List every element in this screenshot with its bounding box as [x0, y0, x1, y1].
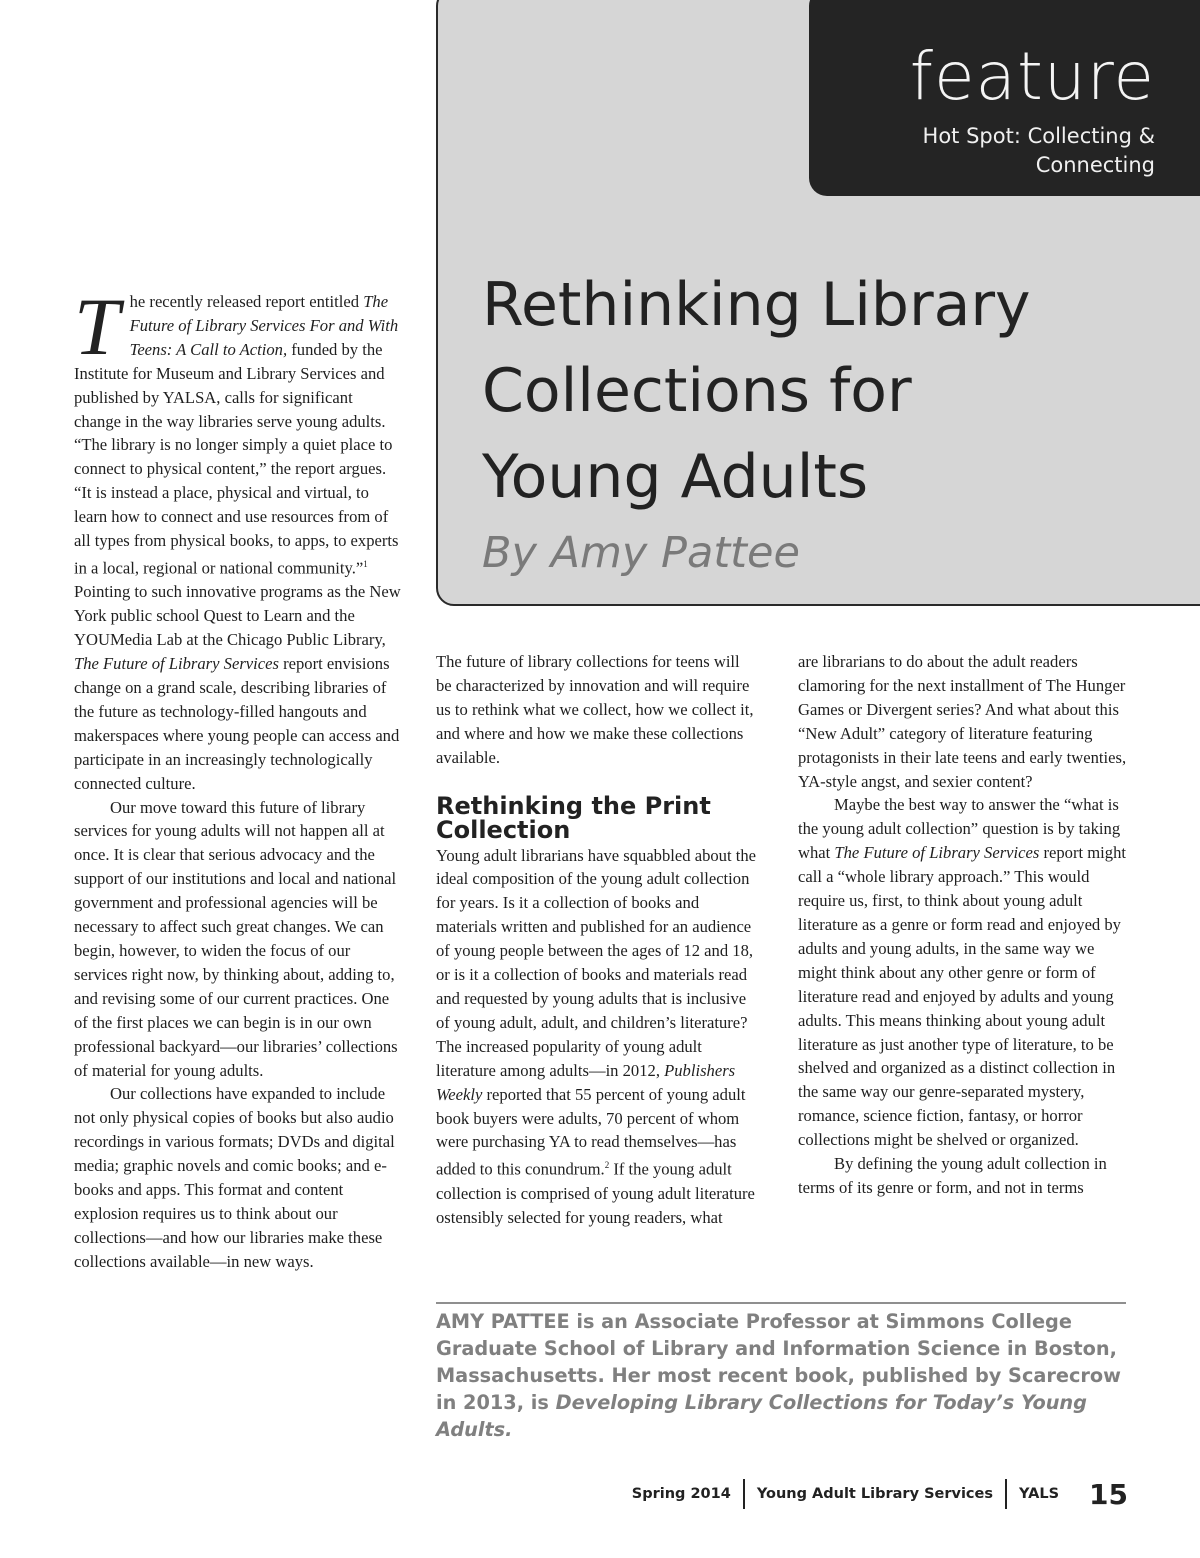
paragraph	[436, 844, 756, 1230]
paragraph-1	[74, 281, 402, 796]
text-run: report envisions change on a grand scale, describing libraries of the future as technology-filled hangouts and makerspaces where young people can access and participate in an increasingly technologically connected culture.	[74, 654, 400, 793]
footer-divider	[743, 1479, 745, 1509]
report-title: The Future of Library Services	[834, 843, 1040, 863]
paragraph-2	[798, 793, 1128, 1152]
footer-divider	[1005, 1479, 1007, 1509]
section-heading	[436, 791, 756, 844]
title-line-2: Collections for	[482, 356, 912, 426]
footnote-ref: 1	[363, 558, 368, 569]
publication-title: Publishers Weekly	[436, 1060, 736, 1104]
drop-cap: T	[74, 281, 120, 372]
paragraph-3: By defining the young adult collection in terms of its genre or form, and not in terms	[798, 1154, 1107, 1197]
text-run: reported that 55 percent of young adult book buyers were adults, 70 percent of whom were purchasing YA to read themselves—has added to this conundrum.	[436, 1084, 746, 1179]
byline: By Amy Pattee	[482, 528, 800, 578]
article-title	[482, 262, 1182, 520]
text-run: he recently released report entitled	[129, 292, 364, 311]
intro-paragraph: The future of library collections for teens will be characterized by innovation and will require us to rethink what we collect, how we collect it, and where and how we make these collections available.	[436, 652, 754, 767]
section-label: feature	[909, 38, 1155, 115]
section-subtitle-line2: Connecting	[1035, 153, 1155, 177]
report-title: The Future of Library Services	[74, 654, 279, 674]
feature-banner	[809, 0, 1200, 196]
page-number: 15	[1089, 1477, 1128, 1511]
title-line-3: Young Adults	[482, 442, 869, 512]
column-3	[798, 650, 1128, 1200]
journal-abbr: YALS	[1019, 1486, 1060, 1502]
paragraph-3: Our collections have expanded to include not only physical copies of books but also audio recordings in various formats; DVDs and digital media; graphic novels and comic books; and e-books and apps. This format and content explosion requires us to think about our collections—and how our libraries make these collections available—in new ways.	[74, 1084, 395, 1271]
page-footer	[632, 1476, 1128, 1512]
text-run: funded by the Institute for Museum and Library Services and published by YALSA, calls for significant change in the way libraries serve young adults. “The library is no longer simply a quiet place to connect to physical content,” the report argues. “It is instead a place, physical and virtual, to learn how to connect and use resources from of all types from physical books, to apps, to experts in a local, regional or national community.”	[74, 339, 399, 578]
section-subtitle	[855, 122, 1155, 180]
author-bio	[436, 1308, 1136, 1443]
title-line-1: Rethinking Library	[482, 270, 1031, 340]
journal-name: Young Adult Library Services	[756, 1486, 993, 1502]
section-heading-line1: Rethinking the Print	[436, 791, 711, 820]
text-run: Young adult librarians have squabbled about the ideal composition of the young adult collection for years. Is it a collection of books and materials written and published for an audience of young people between the ages of 12 and 18, or is it a collection of books and materials read and requested by young adults that is inclusive of young adult, adult, and children’s literature? The increased popularity of young adult literature among adults—in 2012,	[436, 845, 756, 1080]
paragraph-2: Our move toward this future of library services for young adults will not happen all at once. It is clear that serious advocacy and the support of our institutions and local and national government and professional agencies will be necessary to affect such great changes. We can begin, however, to widen the focus of our services right now, by thinking about, adding to, and revising some of our current practices. One of the first places we can begin is in our own professional backyard—our libraries’ collections of material for young adults.	[74, 797, 398, 1080]
text-run: report might call a “whole library approach.” This would require us, first, to think about young adult literature as a genre or form read and enjoyed by adults and young adults, in the same way we might think about any other genre or form of literature read and enjoyed by adults and young adults. This means thinking about young adult literature as just another type of literature, to be shelved and organized as a distinct collection in the same way our genre-separated mystery, romance, science fiction, fantasy, or horror collections might be shelved or organized.	[798, 843, 1126, 1150]
bio-divider	[436, 1302, 1126, 1304]
column-1	[74, 281, 402, 1274]
section-subtitle-line1: Hot Spot: Collecting &	[922, 124, 1155, 148]
column-2	[436, 650, 756, 1230]
text-run: Maybe the best way to answer the “what is the young adult collection” question is by taking what	[798, 795, 1121, 863]
report-title: The Future of Library Services For and With Teens: A Call to Action,	[129, 292, 399, 359]
paragraph-1: are librarians to do about the adult readers clamoring for the next installment of The Hunger Games or Divergent series? And what about this “New Adult” category of literature featuring protagonists in their late teens and early twenties, YA-style angst, and sexier content?	[798, 652, 1127, 791]
footnote-ref: 2	[604, 1160, 610, 1171]
text-run: Pointing to such innovative programs as the New York public school Quest to Learn and the YOUMedia Lab at the Chicago Public Library,	[74, 582, 401, 650]
text-run: If the young adult collection is comprised of young adult literature ostensibly selected for young readers, what	[436, 1159, 755, 1227]
section-heading-line2: Collection	[436, 815, 571, 844]
bio-text: AMY PATTEE is an Associate Professor at Simmons College Graduate School of Library and Information Science in Boston, Massachusetts. Her most recent book, published by Scarecrow in 2013, is	[436, 1310, 1121, 1414]
book-title: Developing Library Collections for Today’s Young Adults.	[436, 1391, 1087, 1441]
issue-date: Spring 2014	[631, 1486, 731, 1502]
